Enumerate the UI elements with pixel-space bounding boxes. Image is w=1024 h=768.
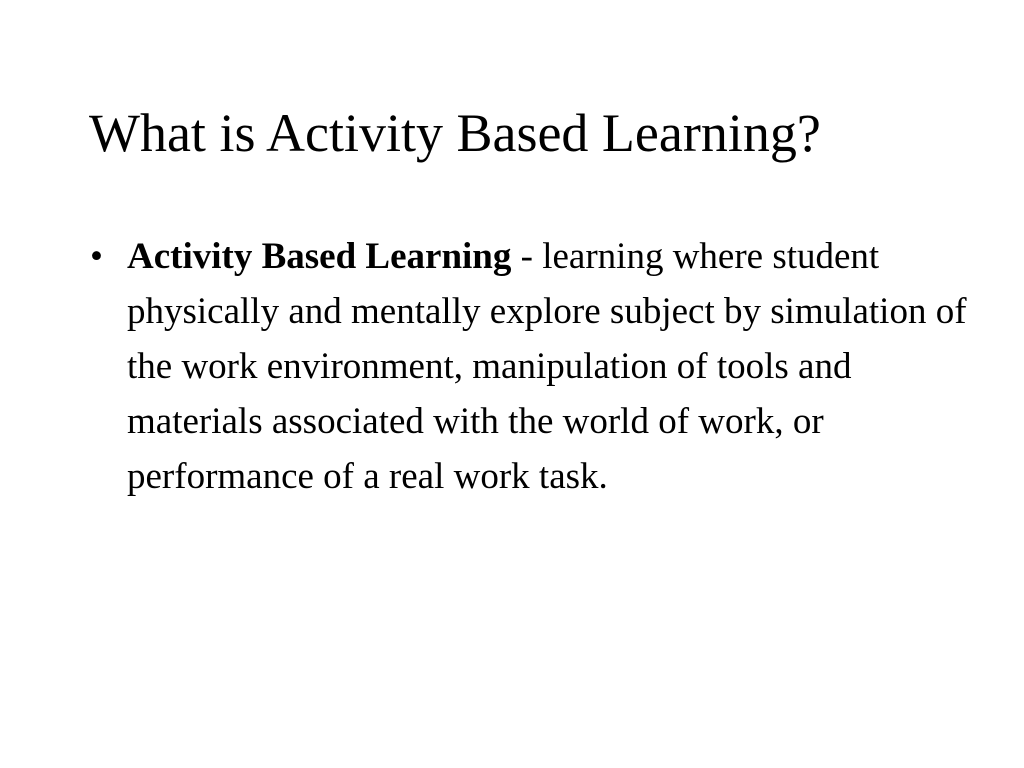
bullet-item <box>90 229 970 504</box>
bullet-icon: • <box>90 236 103 277</box>
slide-title: What is Activity Based Learning? <box>89 103 821 163</box>
definition-term: Activity Based Learning <box>127 236 512 277</box>
definition-text: - learning where student physically and mentally explore subject by simulation of the work environment, manipulation of tools and materials associated with the world of work, or performance of a real work task. <box>127 236 967 497</box>
bullet-list <box>90 229 970 504</box>
